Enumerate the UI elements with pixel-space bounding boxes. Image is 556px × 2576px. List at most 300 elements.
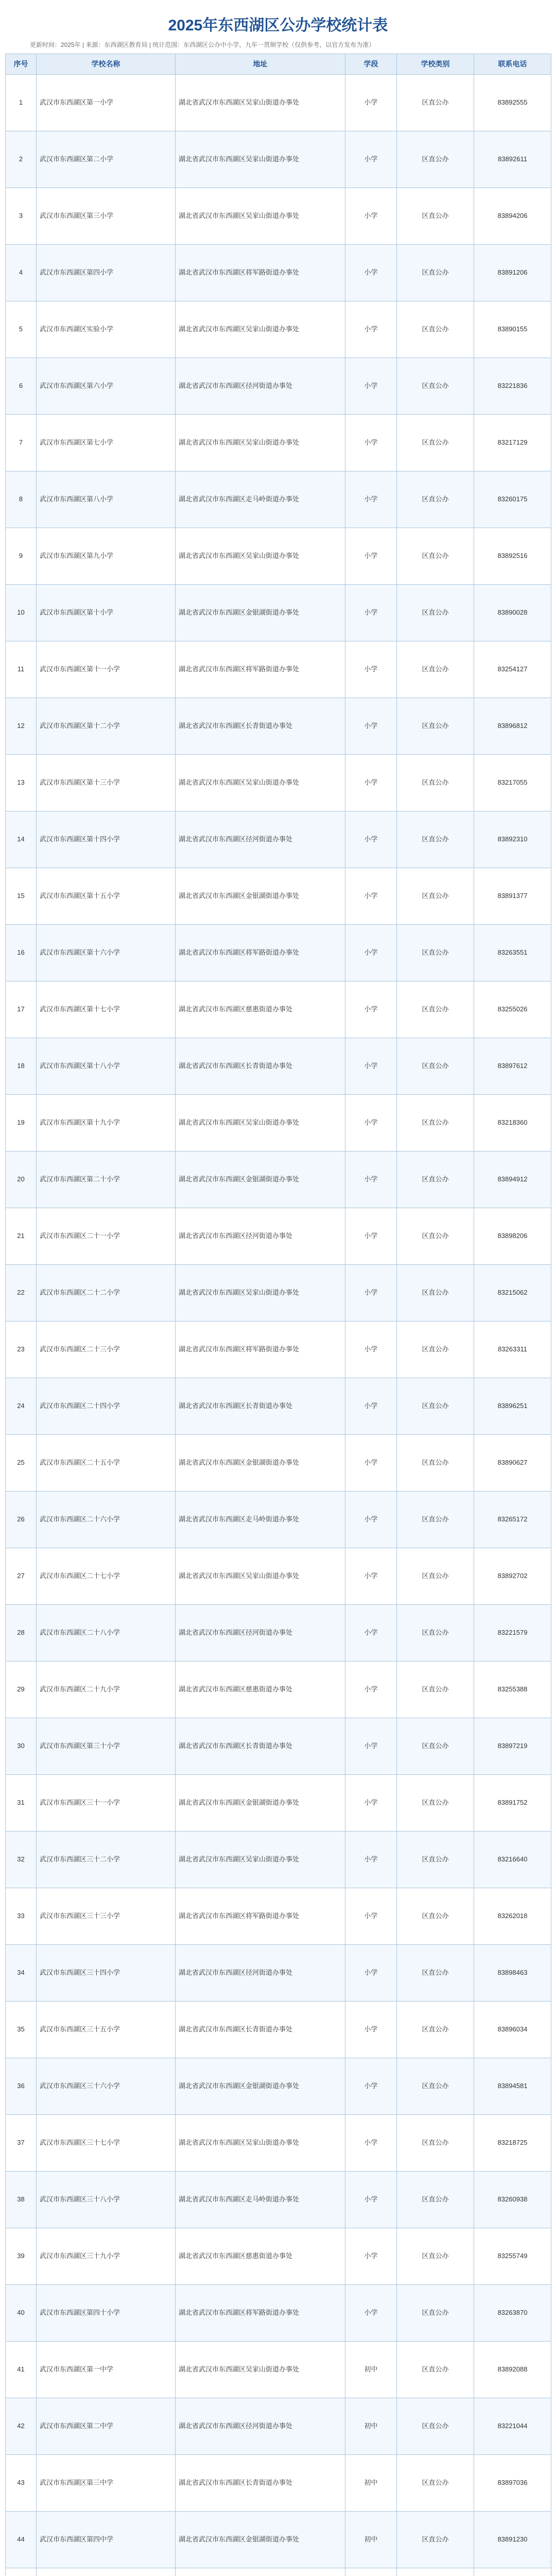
school-category: 区直公办 — [397, 1775, 474, 1832]
school-category: 区直公办 — [397, 1265, 474, 1321]
school-name: 武汉市东西湖区三十六小学 — [37, 2058, 176, 2115]
school-category: 区直公办 — [397, 2002, 474, 2058]
school-category: 区直公办 — [397, 1605, 474, 1662]
school-phone: 83260175 — [474, 471, 551, 528]
school-name: 武汉市东西湖区第一小学 — [37, 75, 176, 131]
school-phone: 83892555 — [474, 75, 551, 131]
row-index: 16 — [6, 925, 37, 981]
row-index: 44 — [6, 2512, 37, 2568]
header-category: 学校类别 — [397, 54, 474, 75]
school-name: 武汉市东西湖区二十九小学 — [37, 1662, 176, 1718]
row-index: 10 — [6, 585, 37, 641]
school-phone: 83890627 — [474, 1435, 551, 1492]
school-address: 湖北省武汉市东西湖区长青街道办事处 — [176, 1038, 345, 1095]
school-address: 湖北省武汉市东西湖区将军路街道办事处 — [176, 2285, 345, 2342]
school-phone: 83255749 — [474, 2228, 551, 2285]
table-row — [6, 358, 551, 415]
school-category: 区直公办 — [397, 245, 474, 301]
school-stage: 小学 — [345, 1832, 397, 1888]
school-stage: 小学 — [345, 1321, 397, 1378]
school-stage: 小学 — [345, 641, 397, 698]
school-address: 湖北省武汉市东西湖区慈惠街道办事处 — [176, 2228, 345, 2285]
school-category: 区直公办 — [397, 1832, 474, 1888]
school-phone: 83897036 — [474, 2455, 551, 2512]
school-address: 湖北省武汉市东西湖区长青街道办事处 — [176, 1718, 345, 1775]
row-index: 31 — [6, 1775, 37, 1832]
school-phone: 83263870 — [474, 2285, 551, 2342]
school-name: 武汉市东西湖区第十五小学 — [37, 868, 176, 925]
school-phone: 83263311 — [474, 1321, 551, 1378]
school-address: 湖北省武汉市东西湖区吴家山街道办事处 — [176, 2342, 345, 2398]
school-name: 武汉市东西湖区第三十小学 — [37, 1718, 176, 1775]
school-stage: 小学 — [345, 301, 397, 358]
school-name: 武汉市东西湖区三十八小学 — [37, 2172, 176, 2228]
school-category: 区直公办 — [397, 1435, 474, 1492]
school-address: 湖北省武汉市东西湖区径河街道办事处 — [176, 811, 345, 868]
school-category: 区直公办 — [397, 2172, 474, 2228]
table-row — [6, 301, 551, 358]
page-meta: 更新时间：2025年 | 来源：东西湖区教育局 | 统计范围：东西湖区公办中小学、九年一贯制学校（仅供参考，以官方发布为准） — [30, 41, 375, 48]
school-address: 湖北省武汉市东西湖区金银湖街道办事处 — [176, 1435, 345, 1492]
header-index: 序号 — [6, 54, 37, 75]
school-category: 区直公办 — [397, 1038, 474, 1095]
row-index: 11 — [6, 641, 37, 698]
table-row — [6, 811, 551, 868]
school-phone: 83897219 — [474, 1718, 551, 1775]
school-address — [176, 2568, 345, 2576]
school-category: 区直公办 — [397, 1492, 474, 1548]
school-address: 湖北省武汉市东西湖区吴家山街道办事处 — [176, 2115, 345, 2172]
school-category: 区直公办 — [397, 2398, 474, 2455]
school-phone: 83892611 — [474, 131, 551, 188]
table-row — [6, 1321, 551, 1378]
school-category: 区直公办 — [397, 1548, 474, 1605]
school-phone — [474, 2568, 551, 2576]
school-address: 湖北省武汉市东西湖区走马岭街道办事处 — [176, 2172, 345, 2228]
school-stage: 小学 — [345, 925, 397, 981]
school-category: 区直公办 — [397, 1662, 474, 1718]
school-phone: 83894912 — [474, 1151, 551, 1208]
school-phone: 83898463 — [474, 1945, 551, 2002]
school-address: 湖北省武汉市东西湖区长青街道办事处 — [176, 1378, 345, 1435]
header-school-name: 学校名称 — [37, 54, 176, 75]
school-category: 区直公办 — [397, 981, 474, 1038]
school-name: 武汉市东西湖区二十六小学 — [37, 1492, 176, 1548]
school-address: 湖北省武汉市东西湖区吴家山街道办事处 — [176, 75, 345, 131]
school-stage: 小学 — [345, 1775, 397, 1832]
school-phone: 83891206 — [474, 245, 551, 301]
school-stage: 小学 — [345, 2115, 397, 2172]
table-row — [6, 528, 551, 585]
school-name: 武汉市东西湖区第八小学 — [37, 471, 176, 528]
school-phone: 83221579 — [474, 1605, 551, 1662]
school-stage: 小学 — [345, 1095, 397, 1151]
school-phone: 83892516 — [474, 528, 551, 585]
school-phone: 83216640 — [474, 1832, 551, 1888]
school-stage: 小学 — [345, 1151, 397, 1208]
school-phone: 83263551 — [474, 925, 551, 981]
row-index: 22 — [6, 1265, 37, 1321]
row-index: 43 — [6, 2455, 37, 2512]
page-title: 2025年东西湖区公办学校统计表 — [168, 17, 388, 34]
school-category: 区直公办 — [397, 2285, 474, 2342]
school-category: 区直公办 — [397, 811, 474, 868]
school-phone: 83221044 — [474, 2398, 551, 2455]
school-phone: 83890155 — [474, 301, 551, 358]
row-index: 13 — [6, 755, 37, 811]
school-category: 区直公办 — [397, 698, 474, 755]
school-address: 湖北省武汉市东西湖区径河街道办事处 — [176, 1945, 345, 2002]
school-address: 湖北省武汉市东西湖区吴家山街道办事处 — [176, 1095, 345, 1151]
school-address: 湖北省武汉市东西湖区金银湖街道办事处 — [176, 1151, 345, 1208]
table-row — [6, 2002, 551, 2058]
row-index: 20 — [6, 1151, 37, 1208]
school-stage: 小学 — [345, 1945, 397, 2002]
row-index: 4 — [6, 245, 37, 301]
row-index: 9 — [6, 528, 37, 585]
table-row — [6, 1832, 551, 1888]
row-index: 5 — [6, 301, 37, 358]
school-name: 武汉市东西湖区第四小学 — [37, 245, 176, 301]
header-stage: 学段 — [345, 54, 397, 75]
school-name: 武汉市东西湖区实验小学 — [37, 301, 176, 358]
school-address: 湖北省武汉市东西湖区将军路街道办事处 — [176, 641, 345, 698]
table-row — [6, 1208, 551, 1265]
row-index: 7 — [6, 415, 37, 471]
school-address: 湖北省武汉市东西湖区吴家山街道办事处 — [176, 415, 345, 471]
school-address: 湖北省武汉市东西湖区径河街道办事处 — [176, 1605, 345, 1662]
school-name: 武汉市东西湖区三十九小学 — [37, 2228, 176, 2285]
school-name: 武汉市东西湖区第一中学 — [37, 2342, 176, 2398]
table-row — [6, 1378, 551, 1435]
school-category: 区直公办 — [397, 301, 474, 358]
school-stage: 小学 — [345, 2228, 397, 2285]
school-address: 湖北省武汉市东西湖区吴家山街道办事处 — [176, 1832, 345, 1888]
school-category: 区直公办 — [397, 528, 474, 585]
school-address: 湖北省武汉市东西湖区吴家山街道办事处 — [176, 1548, 345, 1605]
school-stage: 小学 — [345, 868, 397, 925]
school-address: 湖北省武汉市东西湖区吴家山街道办事处 — [176, 755, 345, 811]
school-stage: 初中 — [345, 2455, 397, 2512]
school-address: 湖北省武汉市东西湖区金银湖街道办事处 — [176, 2512, 345, 2568]
row-index: 14 — [6, 811, 37, 868]
school-category: 区直公办 — [397, 1945, 474, 2002]
school-stage: 小学 — [345, 981, 397, 1038]
school-phone: 83891230 — [474, 2512, 551, 2568]
table-row — [6, 2455, 551, 2512]
school-address: 湖北省武汉市东西湖区吴家山街道办事处 — [176, 131, 345, 188]
school-category: 区直公办 — [397, 585, 474, 641]
school-stage — [345, 2568, 397, 2576]
school-name: 武汉市东西湖区二十八小学 — [37, 1605, 176, 1662]
school-category: 区直公办 — [397, 1718, 474, 1775]
school-stage: 小学 — [345, 1038, 397, 1095]
school-address: 湖北省武汉市东西湖区径河街道办事处 — [176, 1208, 345, 1265]
school-phone: 83262018 — [474, 1888, 551, 1945]
school-name: 武汉市东西湖区三十四小学 — [37, 1945, 176, 2002]
row-index: 1 — [6, 75, 37, 131]
school-stage: 小学 — [345, 188, 397, 245]
school-stage: 小学 — [345, 2285, 397, 2342]
school-stage: 小学 — [345, 2002, 397, 2058]
school-phone: 83898206 — [474, 1208, 551, 1265]
school-stage: 小学 — [345, 1435, 397, 1492]
school-address: 湖北省武汉市东西湖区长青街道办事处 — [176, 698, 345, 755]
row-index: 21 — [6, 1208, 37, 1265]
table-row — [6, 698, 551, 755]
row-index: 34 — [6, 1945, 37, 2002]
school-phone: 83890028 — [474, 585, 551, 641]
table-row — [6, 2172, 551, 2228]
row-index: 6 — [6, 358, 37, 415]
school-name: 武汉市东西湖区二十三小学 — [37, 1321, 176, 1378]
school-address: 湖北省武汉市东西湖区将军路街道办事处 — [176, 245, 345, 301]
school-phone: 83215062 — [474, 1265, 551, 1321]
row-index: 27 — [6, 1548, 37, 1605]
school-stage: 小学 — [345, 1718, 397, 1775]
table-row — [6, 1548, 551, 1605]
table-row — [6, 2568, 551, 2576]
school-name: 武汉市东西湖区第十二小学 — [37, 698, 176, 755]
school-category: 区直公办 — [397, 131, 474, 188]
school-category: 区直公办 — [397, 1321, 474, 1378]
school-name: 武汉市东西湖区第十七小学 — [37, 981, 176, 1038]
school-stage: 小学 — [345, 811, 397, 868]
school-stage: 小学 — [345, 1208, 397, 1265]
table-row — [6, 1605, 551, 1662]
school-stage: 小学 — [345, 585, 397, 641]
school-name: 武汉市东西湖区二十七小学 — [37, 1548, 176, 1605]
row-index: 35 — [6, 2002, 37, 2058]
school-table — [5, 54, 551, 2576]
school-address: 湖北省武汉市东西湖区慈惠街道办事处 — [176, 1662, 345, 1718]
table-row — [6, 1718, 551, 1775]
table-row — [6, 585, 551, 641]
school-name: 武汉市东西湖区第十九小学 — [37, 1095, 176, 1151]
row-index: 33 — [6, 1888, 37, 1945]
school-category: 区直公办 — [397, 925, 474, 981]
school-name: 武汉市东西湖区第七小学 — [37, 415, 176, 471]
school-stage: 小学 — [345, 528, 397, 585]
table-row — [6, 925, 551, 981]
school-phone: 83897612 — [474, 1038, 551, 1095]
table-row — [6, 2058, 551, 2115]
row-index: 12 — [6, 698, 37, 755]
row-index: 42 — [6, 2398, 37, 2455]
school-address: 湖北省武汉市东西湖区将军路街道办事处 — [176, 925, 345, 981]
school-category: 区直公办 — [397, 2455, 474, 2512]
school-name: 武汉市东西湖区三十三小学 — [37, 1888, 176, 1945]
table-row — [6, 471, 551, 528]
school-address: 湖北省武汉市东西湖区吴家山街道办事处 — [176, 301, 345, 358]
table-row — [6, 245, 551, 301]
school-address: 湖北省武汉市东西湖区将军路街道办事处 — [176, 1888, 345, 1945]
row-index: 17 — [6, 981, 37, 1038]
table-row — [6, 75, 551, 131]
school-category: 区直公办 — [397, 755, 474, 811]
school-phone: 83891377 — [474, 868, 551, 925]
row-index: 24 — [6, 1378, 37, 1435]
school-name: 武汉市东西湖区三十五小学 — [37, 2002, 176, 2058]
school-stage: 小学 — [345, 1492, 397, 1548]
header-address: 地址 — [176, 54, 345, 75]
school-category: 区直公办 — [397, 75, 474, 131]
school-phone: 83217055 — [474, 755, 551, 811]
school-stage: 初中 — [345, 2398, 397, 2455]
school-address: 湖北省武汉市东西湖区吴家山街道办事处 — [176, 188, 345, 245]
school-category: 区直公办 — [397, 1151, 474, 1208]
school-stage: 小学 — [345, 471, 397, 528]
school-stage: 小学 — [345, 1378, 397, 1435]
school-stage: 小学 — [345, 698, 397, 755]
school-address: 湖北省武汉市东西湖区径河街道办事处 — [176, 358, 345, 415]
table-row — [6, 415, 551, 471]
school-stage: 小学 — [345, 1888, 397, 1945]
school-address: 湖北省武汉市东西湖区长青街道办事处 — [176, 2455, 345, 2512]
school-phone: 83255388 — [474, 1662, 551, 1718]
school-category: 区直公办 — [397, 2512, 474, 2568]
row-index: 37 — [6, 2115, 37, 2172]
school-stage: 小学 — [345, 358, 397, 415]
school-phone: 83896812 — [474, 698, 551, 755]
table-row — [6, 1151, 551, 1208]
school-category: 区直公办 — [397, 471, 474, 528]
school-category: 区直公办 — [397, 2342, 474, 2398]
school-address: 湖北省武汉市东西湖区走马岭街道办事处 — [176, 471, 345, 528]
table-row — [6, 755, 551, 811]
school-stage: 小学 — [345, 75, 397, 131]
school-category: 区直公办 — [397, 2228, 474, 2285]
school-category: 区直公办 — [397, 415, 474, 471]
school-phone: 83265172 — [474, 1492, 551, 1548]
school-category: 区直公办 — [397, 641, 474, 698]
school-phone: 83218725 — [474, 2115, 551, 2172]
school-phone: 83260938 — [474, 2172, 551, 2228]
row-index: 38 — [6, 2172, 37, 2228]
school-address: 湖北省武汉市东西湖区吴家山街道办事处 — [176, 1265, 345, 1321]
school-name: 武汉市东西湖区第六小学 — [37, 358, 176, 415]
row-index: 19 — [6, 1095, 37, 1151]
row-index: 15 — [6, 868, 37, 925]
school-address: 湖北省武汉市东西湖区径河街道办事处 — [176, 2398, 345, 2455]
school-stage: 初中 — [345, 2342, 397, 2398]
school-category — [397, 2568, 474, 2576]
table-row — [6, 1038, 551, 1095]
school-name: 武汉市东西湖区第四中学 — [37, 2512, 176, 2568]
school-stage: 小学 — [345, 1548, 397, 1605]
table-row — [6, 868, 551, 925]
school-stage: 小学 — [345, 415, 397, 471]
school-stage: 小学 — [345, 131, 397, 188]
school-phone: 83894206 — [474, 188, 551, 245]
school-phone: 83217129 — [474, 415, 551, 471]
school-phone: 83894581 — [474, 2058, 551, 2115]
table-row — [6, 2342, 551, 2398]
school-name — [37, 2568, 176, 2576]
table-row — [6, 641, 551, 698]
school-name: 武汉市东西湖区三十七小学 — [37, 2115, 176, 2172]
school-category: 区直公办 — [397, 188, 474, 245]
school-phone: 83892088 — [474, 2342, 551, 2398]
school-phone: 83896034 — [474, 2002, 551, 2058]
school-phone: 83218360 — [474, 1095, 551, 1151]
school-name: 武汉市东西湖区二十四小学 — [37, 1378, 176, 1435]
school-stage: 小学 — [345, 2172, 397, 2228]
school-stage: 小学 — [345, 245, 397, 301]
table-row — [6, 188, 551, 245]
school-address: 湖北省武汉市东西湖区吴家山街道办事处 — [176, 528, 345, 585]
row-index: 26 — [6, 1492, 37, 1548]
table-row — [6, 2398, 551, 2455]
school-address: 湖北省武汉市东西湖区长青街道办事处 — [176, 2002, 345, 2058]
school-category: 区直公办 — [397, 1378, 474, 1435]
row-index: 3 — [6, 188, 37, 245]
school-name: 武汉市东西湖区第十六小学 — [37, 925, 176, 981]
row-index: 25 — [6, 1435, 37, 1492]
school-phone: 83891752 — [474, 1775, 551, 1832]
table-row — [6, 1492, 551, 1548]
school-phone: 83892702 — [474, 1548, 551, 1605]
school-phone: 83892310 — [474, 811, 551, 868]
row-index: 29 — [6, 1662, 37, 1718]
school-name: 武汉市东西湖区第十八小学 — [37, 1038, 176, 1095]
school-category: 区直公办 — [397, 868, 474, 925]
row-index: 23 — [6, 1321, 37, 1378]
school-address: 湖北省武汉市东西湖区金银湖街道办事处 — [176, 2058, 345, 2115]
header-phone: 联系电话 — [474, 54, 551, 75]
school-stage: 小学 — [345, 755, 397, 811]
school-stage: 小学 — [345, 1265, 397, 1321]
table-row — [6, 1888, 551, 1945]
row-index: 30 — [6, 1718, 37, 1775]
school-name: 武汉市东西湖区第十三小学 — [37, 755, 176, 811]
school-name: 武汉市东西湖区第十小学 — [37, 585, 176, 641]
school-address: 湖北省武汉市东西湖区将军路街道办事处 — [176, 1321, 345, 1378]
school-phone: 83896251 — [474, 1378, 551, 1435]
school-stage: 初中 — [345, 2512, 397, 2568]
school-name: 武汉市东西湖区三十一小学 — [37, 1775, 176, 1832]
table-row — [6, 1095, 551, 1151]
school-name: 武汉市东西湖区二十一小学 — [37, 1208, 176, 1265]
school-stage: 小学 — [345, 2058, 397, 2115]
row-index — [6, 2568, 37, 2576]
school-category: 区直公办 — [397, 2058, 474, 2115]
school-category: 区直公办 — [397, 1888, 474, 1945]
row-index: 32 — [6, 1832, 37, 1888]
table-row — [6, 1775, 551, 1832]
table-row — [6, 131, 551, 188]
school-address: 湖北省武汉市东西湖区金银湖街道办事处 — [176, 585, 345, 641]
row-index: 28 — [6, 1605, 37, 1662]
school-address: 湖北省武汉市东西湖区慈惠街道办事处 — [176, 981, 345, 1038]
school-name: 武汉市东西湖区二十二小学 — [37, 1265, 176, 1321]
school-phone: 83254127 — [474, 641, 551, 698]
table-header — [6, 54, 551, 75]
school-name: 武汉市东西湖区第二小学 — [37, 131, 176, 188]
school-category: 区直公办 — [397, 1095, 474, 1151]
table-row — [6, 2285, 551, 2342]
row-index: 8 — [6, 471, 37, 528]
row-index: 18 — [6, 1038, 37, 1095]
table-row — [6, 1435, 551, 1492]
school-name: 武汉市东西湖区三十二小学 — [37, 1832, 176, 1888]
table-row — [6, 1662, 551, 1718]
row-index: 41 — [6, 2342, 37, 2398]
school-phone: 83255026 — [474, 981, 551, 1038]
school-name: 武汉市东西湖区第三小学 — [37, 188, 176, 245]
school-category: 区直公办 — [397, 1208, 474, 1265]
school-address: 湖北省武汉市东西湖区走马岭街道办事处 — [176, 1492, 345, 1548]
